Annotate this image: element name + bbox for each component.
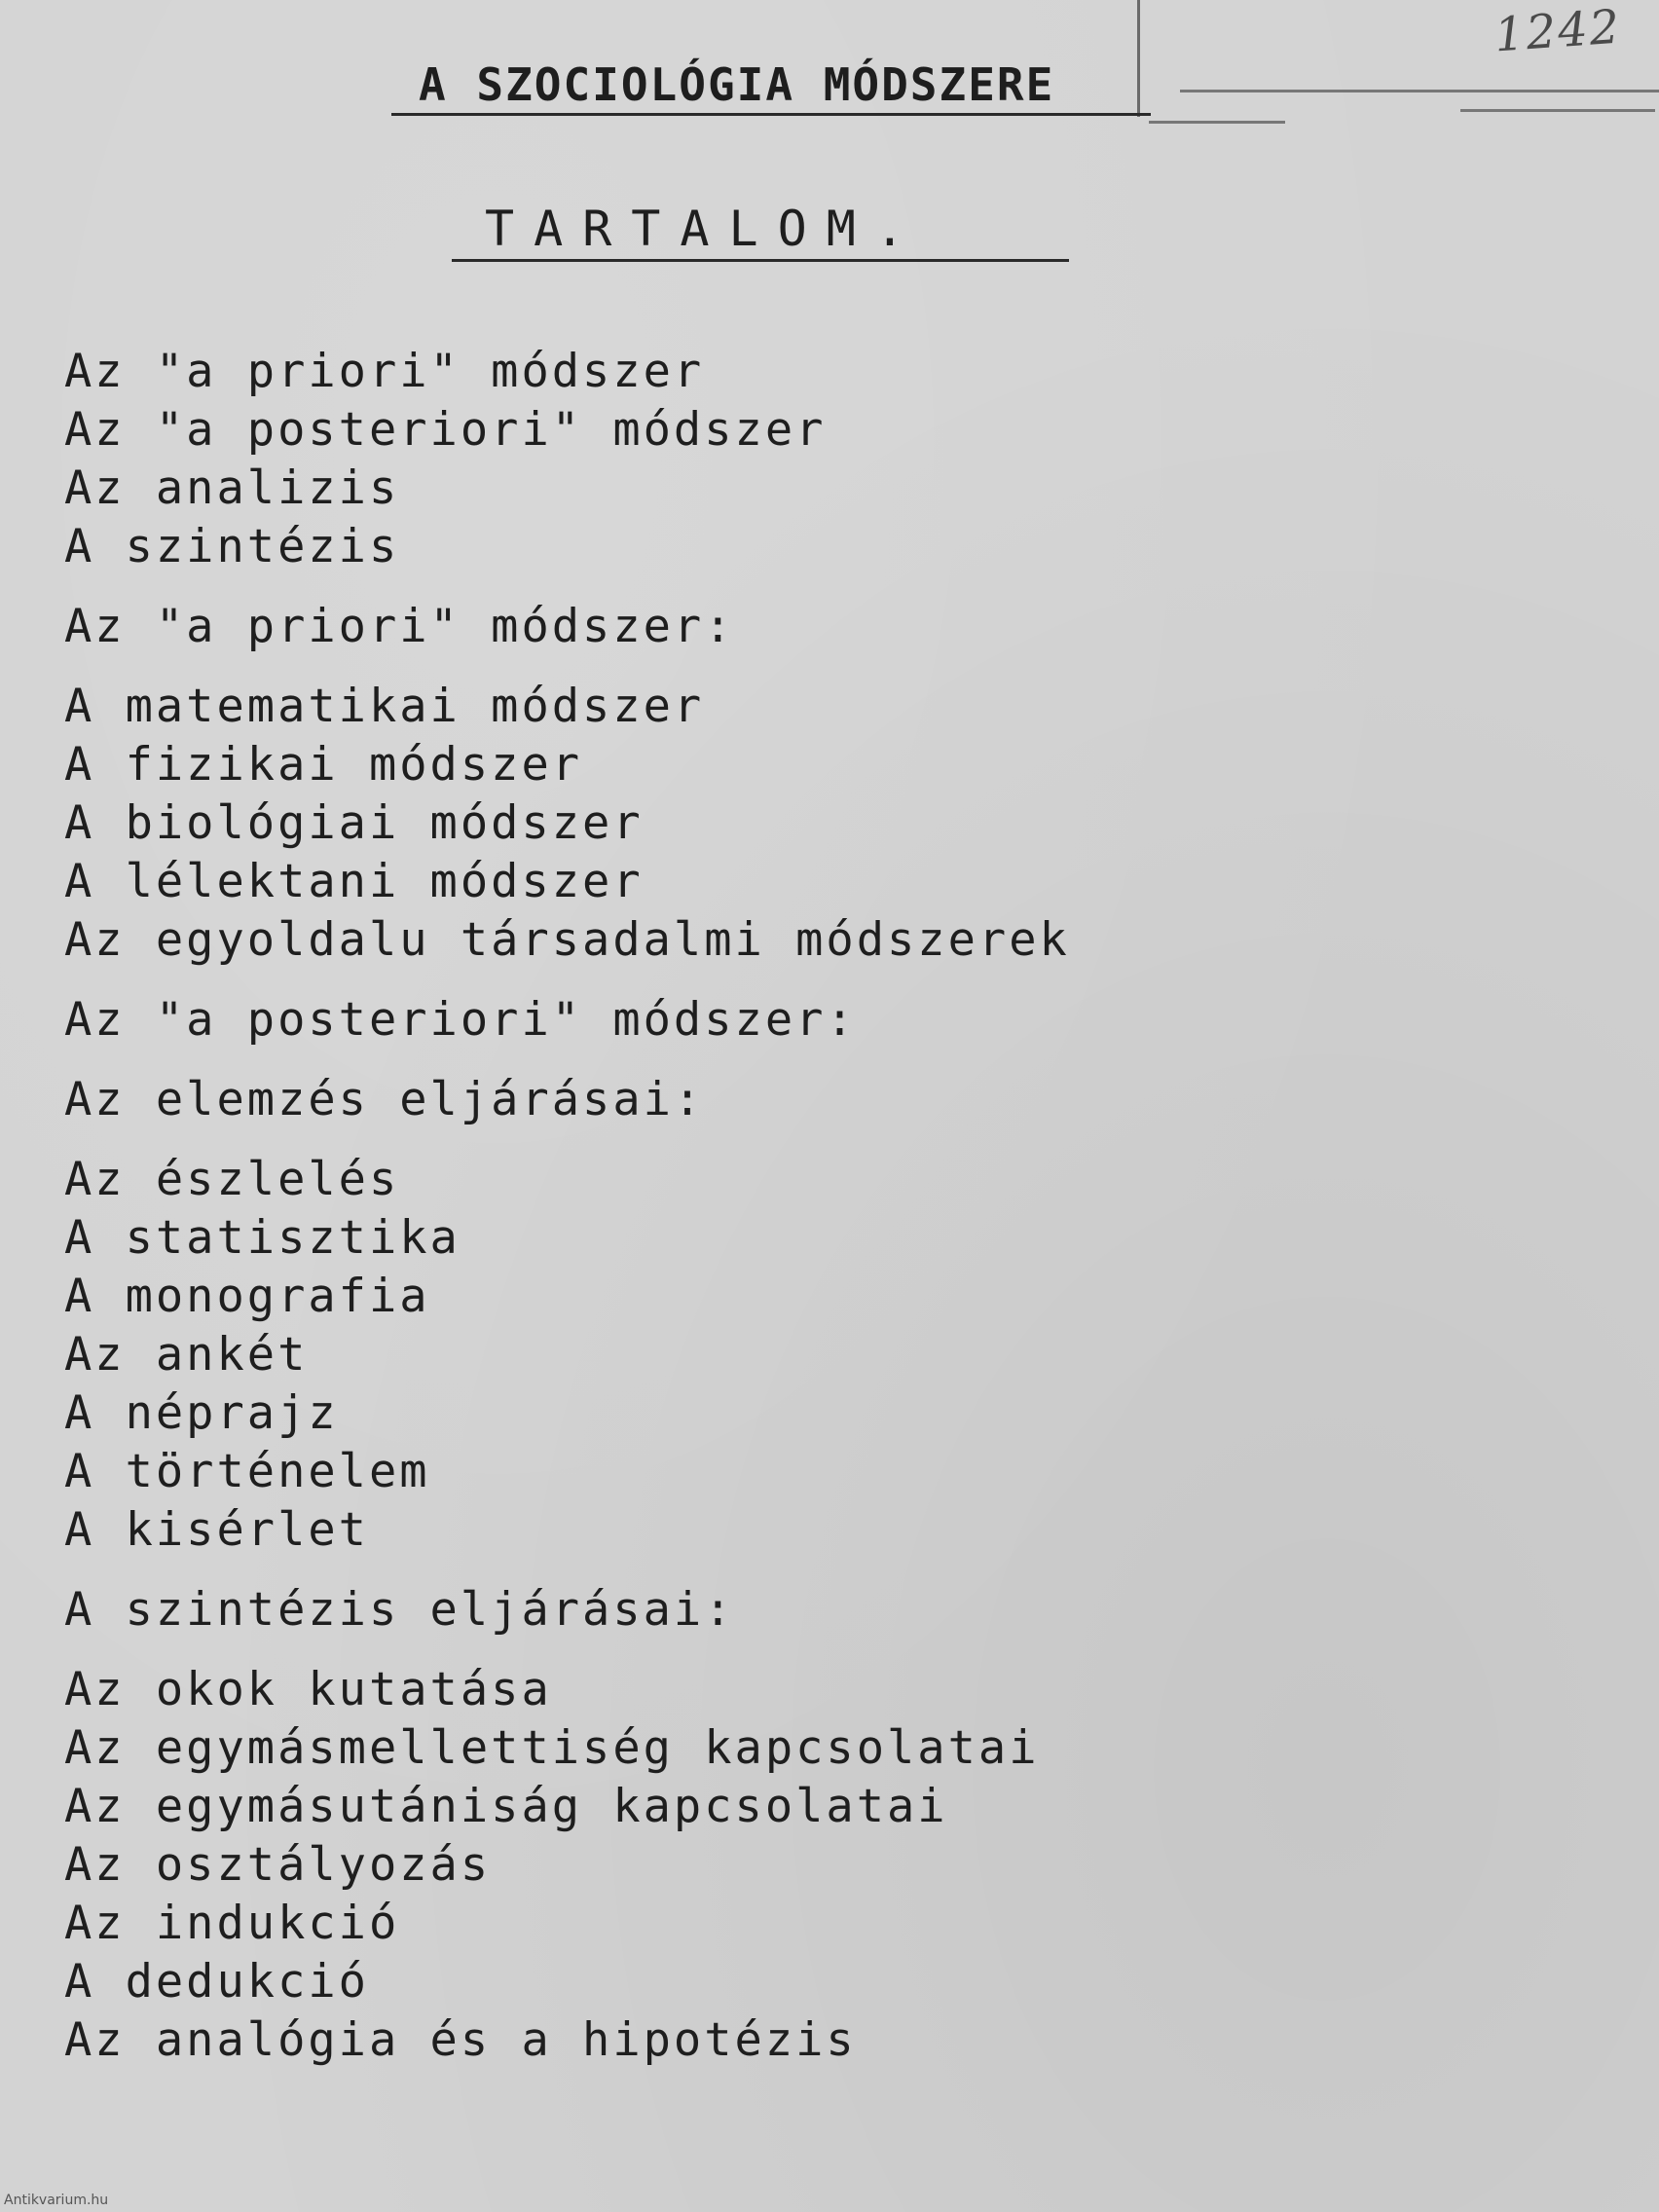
header-rule-right-far bbox=[1460, 109, 1655, 112]
toc-line: Az észlelés bbox=[64, 1153, 400, 1206]
toc-line: Az "a posteriori" módszer bbox=[64, 403, 827, 457]
toc-line: A statisztika bbox=[64, 1211, 461, 1265]
toc-group bbox=[64, 678, 1408, 970]
toc-line: Az egyoldalu társadalmi módszerek bbox=[64, 913, 1070, 967]
toc-line: Az egymásmellettiség kapcsolatai bbox=[64, 1721, 1040, 1775]
toc-group bbox=[64, 1661, 1408, 2070]
toc-line: Az "a priori" módszer: bbox=[64, 600, 735, 653]
contents-heading-underline bbox=[452, 259, 1069, 262]
header-rule-right-lower bbox=[1149, 121, 1285, 124]
toc-group bbox=[64, 1581, 1408, 1640]
toc-group bbox=[64, 598, 1408, 656]
toc-group bbox=[64, 1071, 1408, 1129]
toc-line: Az analógia és a hipotézis bbox=[64, 2013, 857, 2067]
toc-line: A szintézis bbox=[64, 520, 400, 573]
vertical-fold-line bbox=[1137, 0, 1140, 117]
toc-line: Az okok kutatása bbox=[64, 1663, 552, 1716]
toc-line: Az "a priori" módszer bbox=[64, 345, 705, 398]
toc-line: A fizikai módszer bbox=[64, 738, 583, 792]
toc-line: A dedukció bbox=[64, 1955, 369, 2009]
contents-heading: TARTALOM. bbox=[485, 201, 924, 257]
toc-group bbox=[64, 991, 1408, 1050]
header-rule-right bbox=[1180, 90, 1659, 92]
page-number: 1242 bbox=[1493, 0, 1623, 63]
toc-line: A lélektani módszer bbox=[64, 855, 644, 908]
toc-line: Az analizis bbox=[64, 461, 400, 515]
table-of-contents bbox=[64, 343, 1408, 2091]
toc-line: Az egymásutániság kapcsolatai bbox=[64, 1780, 948, 1833]
toc-group bbox=[64, 1151, 1408, 1560]
toc-line: Az ankét bbox=[64, 1328, 309, 1382]
toc-group bbox=[64, 343, 1408, 576]
watermark: Antikvarium.hu bbox=[4, 2193, 109, 2208]
toc-line: A matematikai módszer bbox=[64, 680, 705, 733]
document-title: A SZOCIOLÓGIA MÓDSZERE bbox=[419, 58, 1055, 111]
title-underline bbox=[391, 113, 1151, 116]
toc-line: A néprajz bbox=[64, 1386, 339, 1440]
toc-line: A biológiai módszer bbox=[64, 796, 644, 850]
toc-line: Az osztályozás bbox=[64, 1838, 492, 1892]
toc-line: A kisérlet bbox=[64, 1503, 369, 1557]
toc-line: Az "a posteriori" módszer: bbox=[64, 993, 857, 1047]
toc-line: A történelem bbox=[64, 1445, 430, 1498]
toc-line: Az indukció bbox=[64, 1897, 400, 1950]
toc-line: A monografia bbox=[64, 1270, 430, 1323]
toc-line: Az elemzés eljárásai: bbox=[64, 1073, 705, 1126]
toc-line: A szintézis eljárásai: bbox=[64, 1583, 735, 1637]
